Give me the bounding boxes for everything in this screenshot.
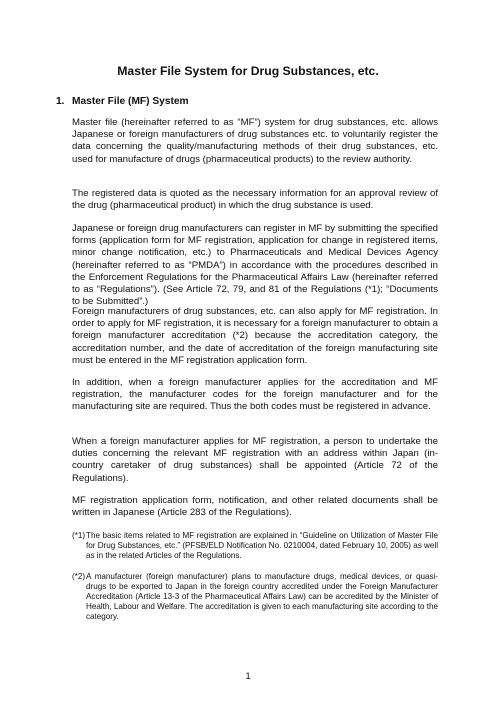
- paragraph-mf-overview: Master file (hereinafter referred to as “MF”) system for drug substances, etc. allows Japanese or foreign manufacturers of drug substances etc. to voluntarily register the data concerning the quality/manufacturing methods of their drug substances, etc. used for manufacture of drugs (pharmaceutical products) to the review authority.: [72, 117, 438, 165]
- paragraph-registered-data: The registered data is quoted as the necessary information for an approval review of the drug (pharmaceutical product) in which the drug substance is used.: [72, 188, 438, 212]
- footnote-1: [72, 531, 438, 561]
- footnote-text: A manufacturer (foreign manufacturer) plans to manufacture drugs, medical devices, or quasi-drugs to be exported to Japan in the foreign country accredited under the Foreign Manufacturer Accreditation (Article 13-3 of the Pharmaceutical Affairs Law) can be accredited by the Minister of Health, Labour and Welfare. The accreditation is given to each manufacturing site according to the category.: [86, 572, 438, 622]
- paragraph-registration-procedure: Japanese or foreign drug manufacturers can register in MF by submitting the specified forms (application form for MF registration, application for change in registered items, minor change notification, etc.) to Pharmaceuticals and Medical Devices Agency (hereinafter referred to as “PMDA”) in accordance with the procedures described in the Enforcement Regulations for the Pharmaceutical Affairs Law (hereinafter referred to as “Regulations”). (See Article 72, 79, and 81 of the Regulations (*1); “Documents to be Submitted”.): [72, 223, 438, 308]
- footnote-marker: (*2): [72, 572, 86, 581]
- paragraph-foreign-manufacturers: Foreign manufacturers of drug substances, etc. can also apply for MF registration. In order to apply for MF registration, it is necessary for a foreign manufacturer to obtain a foreign manufacturer accreditation (*2) because the accreditation category, the accreditation number, and the date of accreditation of the foreign manufacturing site must be entered in the MF registration application form.: [72, 306, 438, 366]
- section-heading: [56, 95, 189, 108]
- document-title: Master File System for Drug Substances, etc.: [117, 64, 379, 78]
- footnote-marker: (*1): [72, 531, 86, 540]
- footnote-2: [72, 572, 438, 622]
- paragraph-manufacturer-codes: In addition, when a foreign manufacturer applies for the accreditation and MF registration, the manufacturer codes for the foreign manufacturer and for the manufacturing site are required. Thus the both codes must be registered in advance.: [72, 377, 438, 413]
- section-heading-text: Master File (MF) System: [72, 96, 189, 107]
- section-number: 1.: [56, 96, 65, 107]
- footnote-text: The basic items related to MF registration are explained in “Guideline on Utilization of Master File for Drug Substances, etc.” (PFSB/ELD Notification No. 0210004, dated February 10, 2005) as well as in the related Articles of the Regulations.: [86, 531, 438, 561]
- paragraph-language-requirement: MF registration application form, notification, and other related documents shall be written in Japanese (Article 283 of the Regulations).: [72, 495, 438, 519]
- paragraph-in-country-caretaker: When a foreign manufacturer applies for MF registration, a person to undertake the duties concerning the relevant MF registration with an address within Japan (in-country caretaker of drug substances) shall be appointed (Article 72 of the Regulations).: [72, 436, 438, 484]
- page-number: 1: [245, 671, 251, 682]
